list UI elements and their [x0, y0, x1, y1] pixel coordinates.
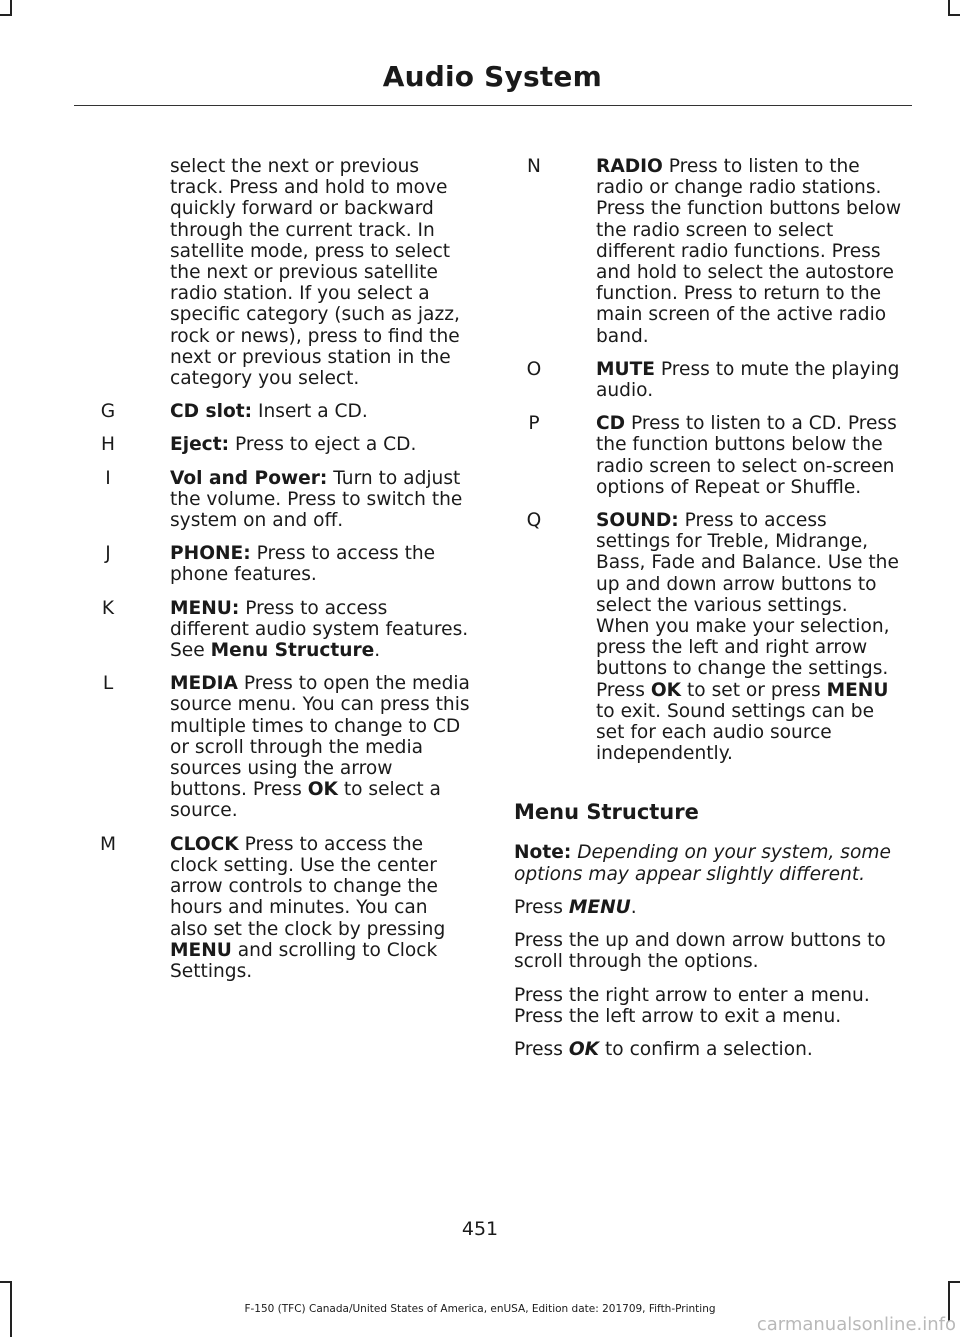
note-text: Depending on your system, some options may appear slightly different.: [514, 842, 891, 885]
item-description: [596, 156, 904, 347]
item-term: RADIO: [596, 156, 663, 177]
item-term: Eject:: [170, 434, 230, 456]
ok-key: OK: [568, 1038, 600, 1060]
item-text: Press to open the media source menu. You can press this multiple times to change to CD or scroll through the media sources using the arrow buttons. Press: [170, 673, 470, 801]
item-text: to exit. Sound settings can be set for each audio source independently.: [596, 700, 875, 765]
item-description: [170, 673, 470, 821]
item-term: OK: [307, 779, 338, 801]
list-item-j: [88, 543, 470, 585]
item-text: Press to access settings for Treble, Midrange, Bass, Fade and Balance. Use the up and down arrow buttons to select the various settings. When you make your selection, press the left and right arrow buttons to change the settings. Press: [596, 510, 899, 701]
item-description: [170, 434, 470, 455]
item-term: CD slot:: [170, 401, 253, 423]
item-letter: I: [105, 467, 111, 489]
item-text: Press to access different audio system features. See: [170, 597, 469, 662]
item-description: [170, 543, 470, 585]
header-divider: [74, 105, 912, 106]
right-column: [514, 156, 904, 1072]
list-item-m: [88, 834, 470, 982]
paragraph-text: .: [630, 896, 637, 918]
item-letter: J: [105, 543, 111, 565]
note-label: Note:: [514, 842, 572, 864]
item-letter: H: [101, 434, 115, 456]
page-number: 451: [461, 1218, 499, 1240]
item-description: [170, 401, 470, 422]
page-title: Audio System: [382, 60, 602, 93]
item-term: PHONE:: [170, 543, 251, 565]
item-letter: O: [526, 358, 542, 380]
menu-key: MENU: [568, 896, 631, 918]
crop-mark: [0, 14, 12, 16]
list-item-p: [514, 413, 904, 498]
press-menu-paragraph: [514, 897, 904, 918]
item-letter: Q: [526, 510, 542, 532]
item-text: Turn to adjust the volume. Press to switch the system on and off.: [170, 467, 463, 532]
list-item-o: [514, 359, 904, 401]
item-term: CD: [596, 413, 626, 435]
watermark[interactable]: carmanualsonline.info: [756, 1314, 956, 1335]
item-description: [596, 510, 904, 764]
item-text: to select a source.: [170, 779, 441, 822]
updown-paragraph: Press the up and down arrow buttons to scroll through the options.: [514, 930, 886, 973]
cross-reference-link[interactable]: Menu Structure: [210, 640, 375, 662]
item-description: [170, 468, 470, 532]
item-text: Press to listen to a CD. Press the function buttons below the radio screen to select on-screen options of Repeat or Shuffle.: [596, 413, 897, 498]
item-term: CLOCK: [170, 833, 239, 855]
item-text: Insert a CD.: [252, 401, 368, 423]
item-description: [170, 598, 470, 662]
item-term: MENU: [826, 679, 889, 701]
left-column: [88, 156, 470, 982]
item-text: Press to mute the playing audio.: [596, 358, 900, 402]
list-item-q: [514, 510, 904, 764]
item-letter: G: [100, 401, 116, 423]
item-letter: P: [528, 413, 540, 435]
list-item-l: [88, 673, 470, 821]
list-item-g: [88, 401, 470, 422]
item-term: OK: [650, 679, 682, 701]
item-description: [596, 359, 904, 401]
item-term: MENU:: [170, 597, 240, 619]
crop-mark: [948, 14, 960, 16]
item-text: .: [374, 640, 381, 662]
list-item-h: [88, 434, 470, 455]
list-item-n: [514, 156, 904, 347]
item-text: Press to access the phone features.: [170, 543, 436, 586]
item-text: to set or press: [681, 679, 827, 701]
item-text: Press to access the clock setting. Use the center arrow controls to change the hours and minutes. You can also set the clock by pressing: [170, 833, 446, 940]
item-term: SOUND:: [596, 510, 679, 532]
crop-mark: [0, 1281, 12, 1283]
item-text: Press to listen to the radio or change radio stations. Press the function buttons below the radio screen to select different radio functions. Press and hold to select the autostore function. Press to return to the main screen of the active radio band.: [596, 156, 902, 347]
rightleft-paragraph: Press the right arrow to enter a menu. Press the left arrow to exit a menu.: [514, 984, 870, 1027]
paragraph-text: Press: [514, 1038, 569, 1060]
press-ok-paragraph: [514, 1039, 904, 1060]
item-letter: L: [102, 673, 114, 695]
section-heading: Menu Structure: [514, 800, 699, 825]
item-letter: N: [527, 156, 541, 177]
item-description: [596, 413, 904, 498]
item-text: and scrolling to Clock Settings.: [170, 939, 438, 982]
item-term: MENU: [170, 939, 232, 961]
paragraph-text: to confirm a selection.: [599, 1038, 813, 1060]
item-letter: K: [101, 597, 115, 619]
continuation-text: select the next or previous track. Press and hold to move quickly forward or backward through the current track. In satellite mode, press to select the next or previous satellite radio station. If you select a specific category (such as jazz, rock or news), press to find the next or previous station in the category you select.: [170, 156, 460, 390]
item-term: MEDIA: [170, 673, 238, 695]
item-term: Vol and Power:: [170, 467, 328, 489]
list-item-i: [88, 468, 470, 532]
crop-mark: [948, 1281, 960, 1283]
item-text: Press to eject a CD.: [229, 434, 417, 456]
item-term: MUTE: [596, 358, 655, 380]
list-item-k: [88, 598, 470, 662]
paragraph-text: Press: [514, 896, 569, 918]
item-letter: M: [99, 833, 117, 855]
footer-text: F-150 (TFC) Canada/United States of America, enUSA, Edition date: 201709, Fifth-Printing: [244, 1303, 716, 1315]
note-paragraph: [514, 842, 904, 884]
item-description: [170, 834, 470, 982]
